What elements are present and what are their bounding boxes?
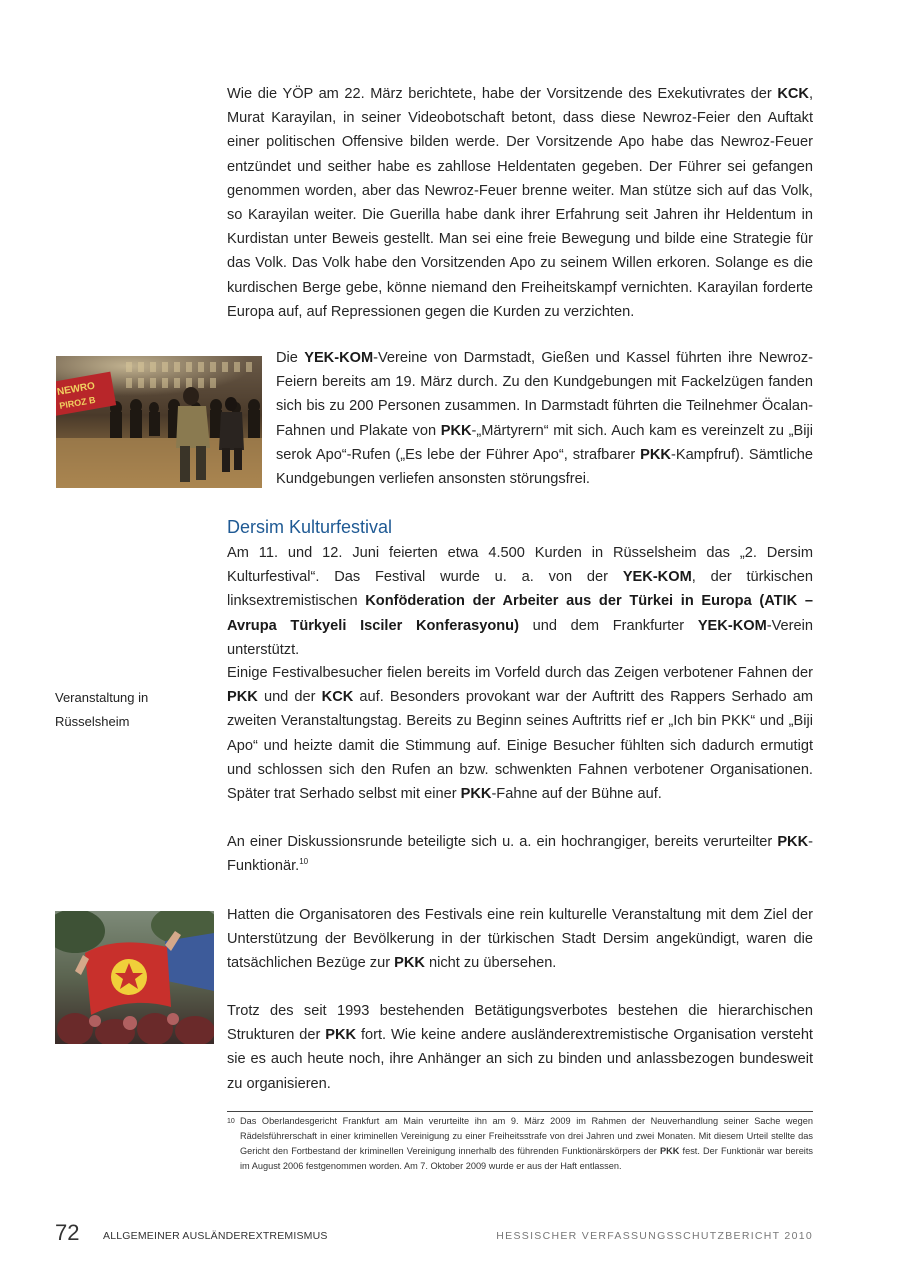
- footnote-reference: 10: [299, 857, 309, 867]
- paragraph-structures: Trotz des seit 1993 bestehenden Betätigungsverbotes bestehen die hierarchischen Strukturen der PKK fort. Wie keine andere ausländerextremistische Organisation versteht sie es auch heute noch, ihre Anhänger an sich zu binden und anlassbezogen bundesweit zu organisieren.: [227, 1003, 813, 1092]
- banner-text: NEWRO: [56, 380, 96, 399]
- photo-festival-flag-image: [55, 911, 214, 1044]
- footnote-divider: [227, 1111, 813, 1112]
- photo-newroz-torch-rally-image: [56, 356, 262, 488]
- paragraph-newroz-video-message: Wie die YÖP am 22. März berichtete, habe der Vorsitzende des Exekutivrates der KCK, Murat Karayilan, in seiner Videobotschaft betont, dass diese Newroz-Feier den Auftakt einer politischen Offensive bilden werde. Der Vorsitzende Apo habe das Newroz-Feuer entzündet und seither habe es zahllose Heldentaten gegeben. Der Führer sei gefangen genommen worden, aber das Newroz-Feuer brenne weiter. Man stütze sich auf das Volk, so Karayilan weiter. Die Guerilla habe dank ihrer Erfahrung seit Jahren ihr Heldentum in Kurdistan unter Beweis gestellt. Man sei eine freie Bewegung und bilde eine Strategie für das Volk. Das Volk habe den Vorsitzenden Apo zu seinem Willen erkoren. Solange es die kurdischen Berge gebe, könne niemand den Freiheitskampf vernichten. Karayilan forderte Europa auf, auf Repressionen gegen die Kurden zu verzichten.: [227, 86, 813, 320]
- marginal-note: Veranstaltung in Rüsselsheim: [55, 690, 149, 729]
- footer-section-name: ALLGEMEINER AUSLÄNDEREXTREMISMUS: [103, 1230, 328, 1242]
- paragraph-dersim-festival: Am 11. und 12. Juni feierten etwa 4.500 Kurden in Rüsselsheim das „2. Dersim Kulturfestival“. Das Festival wurde u. a. von der YEK-KOM, der türkischen linksextremistischen Konföderation der Arbeiter aus der Türkei in Europa (ATIK – Avrupa Türkyeli Isciler Konferasyonu) und dem Frankfurter YEK-KOM-Verein unterstützt.: [227, 545, 813, 658]
- paragraph-organizers: Hatten die Organisatoren des Festivals eine rein kulturelle Veranstaltung mit dem Ziel der Unterstützung der Bevölkerung in der türkischen Stadt Dersim angekündigt, waren die tatsächlichen Bezüge zur PKK nicht zu übersehen.: [227, 907, 813, 972]
- paragraph-yek-kom-newroz: Die YEK-KOM-Vereine von Darmstadt, Gießen und Kassel führten ihre Newroz-Feiern bereits am 19. März durch. Zu den Kundgebungen mit Fackelzügen fanden sich bis zu 200 Personen zusammen. In Darmstadt führten die Teilnehmer Öcalan-Fahnen und Plakate von PKK-„Märtyrern“ mit sich. Auch kam es vereinzelt zu „Biji serok Apo“-Rufen („Es lebe der Führer Apo“, strafbarer PKK-Kampfruf). Sämtliche Kundgebungen verliefen ansonsten störungsfrei.: [276, 350, 814, 488]
- bold-term: KCK: [777, 86, 809, 102]
- footnote-text: Das Oberlandesgericht Frankfurt am Main verurteilte ihn am 9. März 2009 im Rahmen der Neuverhandlung seiner Sache wegen Rädelsführerschaft in einer kriminellen Vereinigung zu einer Freiheitsstrafe von drei Jahren und zwei Monaten. Mit diesem Urteil stellte das Gericht den Fortbestand der kriminellen Vereinigung innerhalb des führenden Funktionärskörpers der PKK fest. Der Funktionär war bereits im August 2006 festgenommen worden. Am 7. Oktober 2009 wurde er aus der Haft entlassen.: [240, 1116, 813, 1171]
- page-number: 72: [55, 1220, 80, 1245]
- footnote: [227, 1114, 813, 1174]
- section-heading: Dersim Kulturfestival: [227, 517, 393, 537]
- footnote-mark: 10: [227, 1118, 235, 1125]
- paragraph-festival-visitors: Einige Festivalbesucher fielen bereits im Vorfeld durch das Zeigen verbotener Fahnen der PKK und der KCK auf. Besonders provokant war der Auftritt des Rappers Serhado am zweiten Veranstaltungstag. Bereits zu Beginn seines Auftritts rief er „Ich bin PKK“ und „Biji Apo“ und heizte damit die Stimmung auf. Einige Besucher fühlten sich dadurch ermutigt und schlossen sich den Rufen an bzw. schwenkten Fahnen verbotener Organisationen. Später trat Serhado selbst mit einer PKK-Fahne auf der Bühne auf.: [227, 665, 813, 803]
- footer-report-title: HESSISCHER VERFASSUNGSSCHUTZBERICHT 2010: [496, 1230, 813, 1242]
- banner-text: PIROZ B: [58, 394, 97, 411]
- paragraph-discussion: An einer Diskussionsrunde beteiligte sich u. a. ein hochrangiger, bereits verurteilter PKK-Funktionär.$^{10}$: [227, 834, 813, 875]
- photo-newroz-torch-rally: [56, 356, 262, 488]
- photo-festival-flag: [55, 911, 214, 1044]
